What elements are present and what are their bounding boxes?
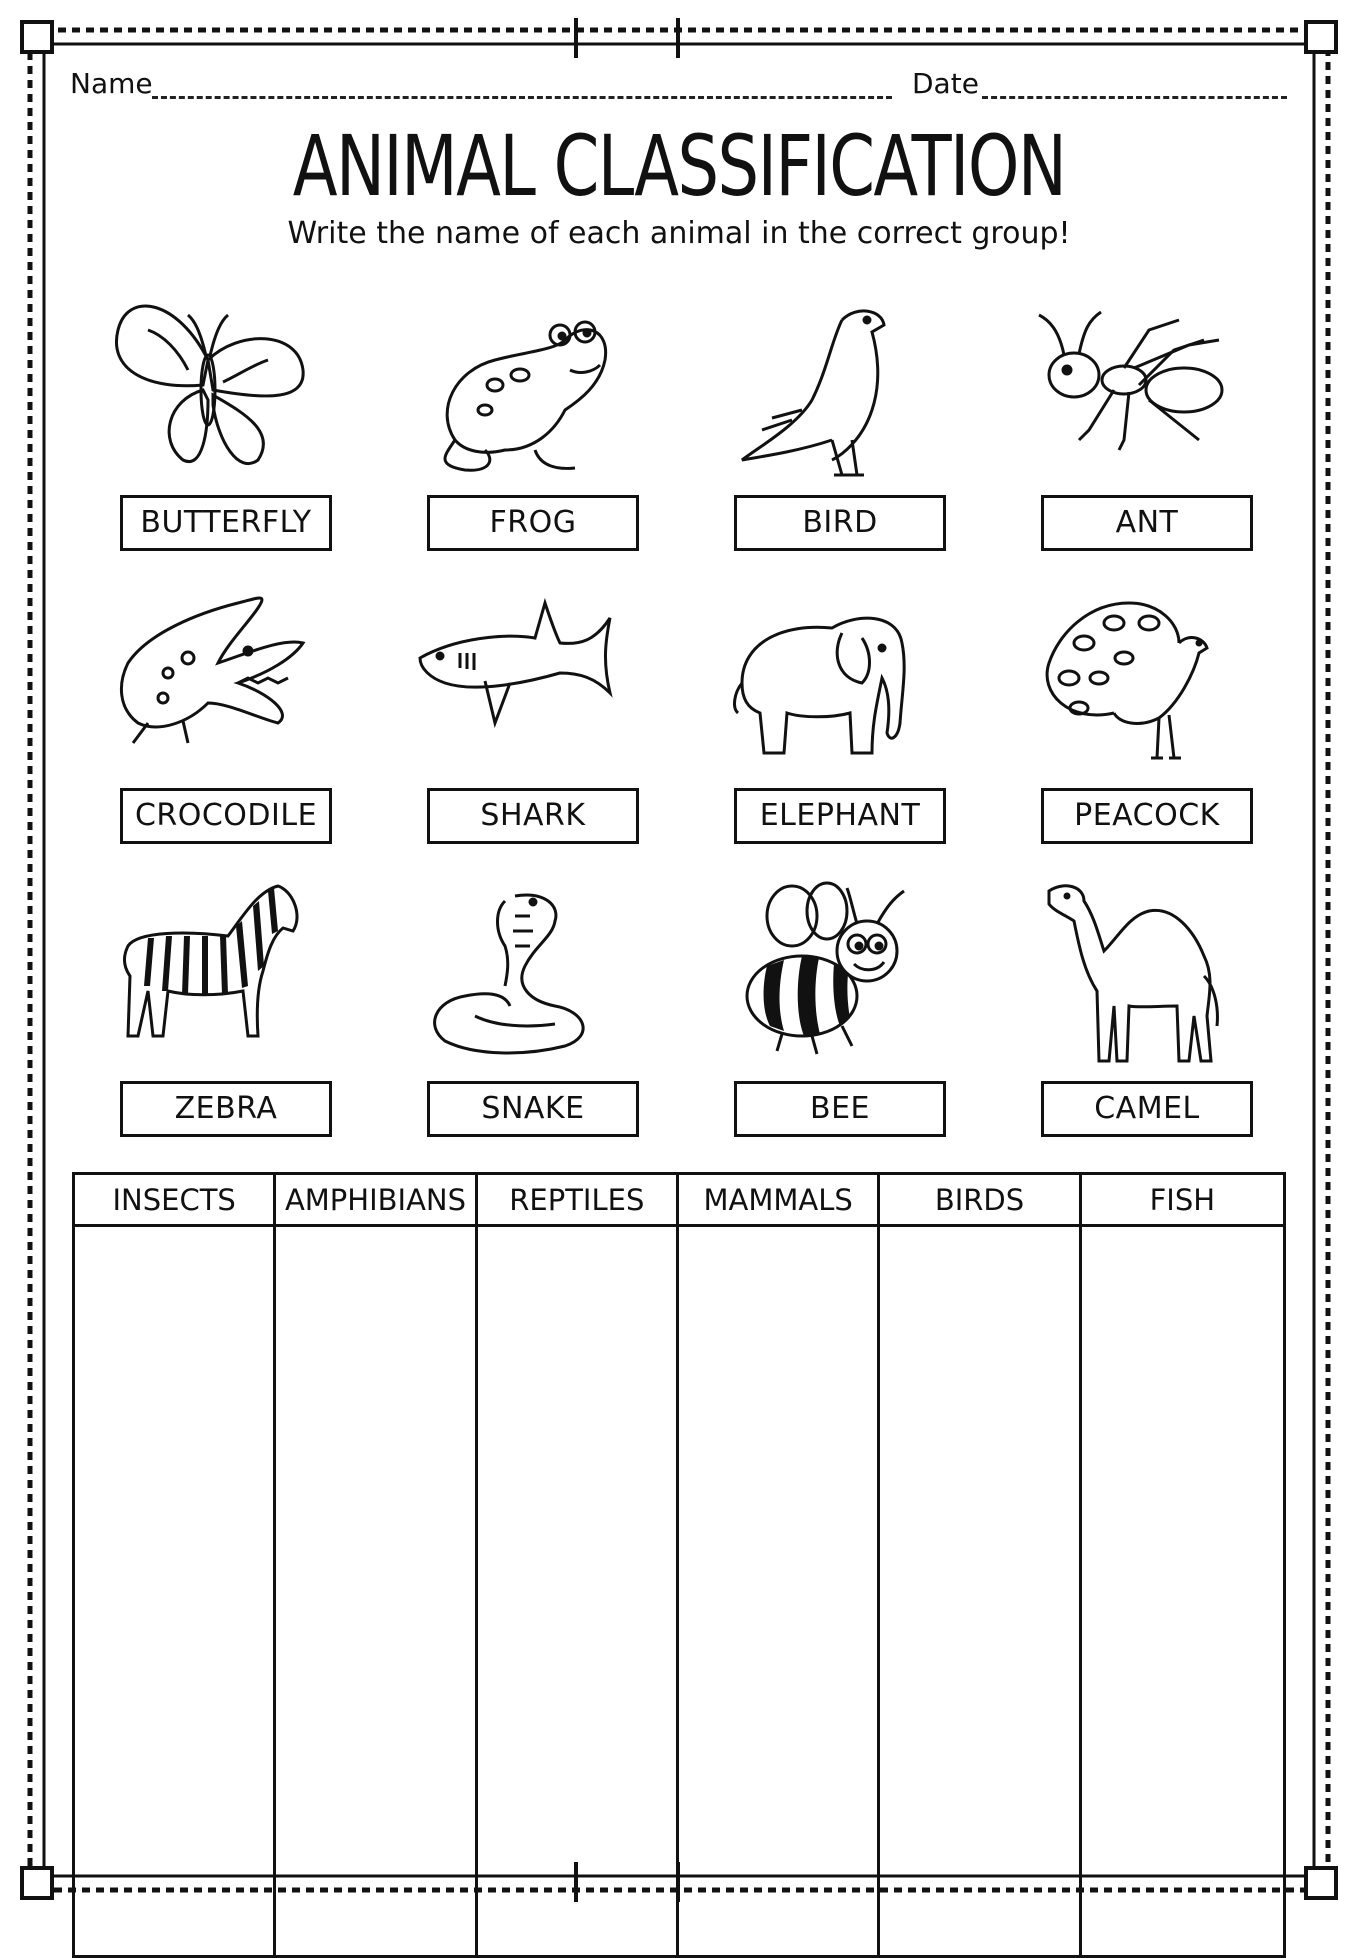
column-answer-area[interactable]	[880, 1227, 1081, 1955]
column-header-amphibians: AMPHIBIANS	[276, 1175, 477, 1227]
ant-icon	[1029, 290, 1229, 490]
animal-label: ANT	[1041, 495, 1253, 551]
animal-label: PEACOCK	[1041, 788, 1253, 844]
animal-card-shark	[365, 583, 665, 873]
name-field[interactable]	[152, 96, 892, 99]
column-answer-area[interactable]	[75, 1227, 276, 1955]
column-header-reptiles: REPTILES	[478, 1175, 679, 1227]
butterfly-icon	[108, 290, 308, 490]
column-header-fish: FISH	[1082, 1175, 1283, 1227]
animal-label: SNAKE	[427, 1081, 639, 1137]
animal-card-elephant	[672, 583, 972, 873]
animal-card-bee	[672, 876, 972, 1166]
elephant-icon	[722, 583, 922, 783]
animal-card-bird	[672, 290, 972, 580]
animal-label: ELEPHANT	[734, 788, 946, 844]
name-label: Name	[70, 67, 153, 100]
column-answer-area[interactable]	[276, 1227, 477, 1955]
instructions: Write the name of each animal in the correct group!	[287, 216, 1071, 251]
date-field[interactable]	[982, 96, 1287, 99]
column-answer-area[interactable]	[478, 1227, 679, 1955]
corner-square-icon	[22, 1868, 52, 1898]
bee-icon	[722, 876, 922, 1076]
animal-label: SHARK	[427, 788, 639, 844]
animal-label: BUTTERFLY	[120, 495, 332, 551]
column-header-insects: INSECTS	[75, 1175, 276, 1227]
animal-label: BEE	[734, 1081, 946, 1137]
animal-card-snake	[365, 876, 665, 1166]
animal-card-ant	[979, 290, 1279, 580]
animal-card-zebra	[58, 876, 358, 1166]
animal-card-camel	[979, 876, 1279, 1166]
camel-icon	[1029, 876, 1229, 1076]
animal-card-peacock	[979, 583, 1279, 873]
column-header-mammals: MAMMALS	[679, 1175, 880, 1227]
animal-card-butterfly	[58, 290, 358, 580]
column-answer-area[interactable]	[1082, 1227, 1283, 1955]
page-title: ANIMAL CLASSIFICATION	[292, 117, 1066, 215]
corner-square-icon	[1306, 1868, 1336, 1898]
column-header-birds: BIRDS	[880, 1175, 1081, 1227]
zebra-icon	[108, 876, 308, 1076]
animal-label: CAMEL	[1041, 1081, 1253, 1137]
frog-icon	[415, 290, 615, 490]
animal-label: CROCODILE	[120, 788, 332, 844]
animal-label: BIRD	[734, 495, 946, 551]
bird-icon	[722, 290, 922, 490]
animal-card-frog	[365, 290, 665, 580]
animal-label: ZEBRA	[120, 1081, 332, 1137]
shark-icon	[415, 583, 615, 783]
classification-table	[72, 1172, 1286, 1958]
column-answer-area[interactable]	[679, 1227, 880, 1955]
peacock-icon	[1029, 583, 1229, 783]
animal-label: FROG	[427, 495, 639, 551]
crocodile-icon	[108, 583, 308, 783]
date-label: Date	[912, 67, 979, 100]
animal-card-crocodile	[58, 583, 358, 873]
corner-square-icon	[1306, 22, 1336, 52]
corner-square-icon	[22, 22, 52, 52]
snake-icon	[415, 876, 615, 1076]
